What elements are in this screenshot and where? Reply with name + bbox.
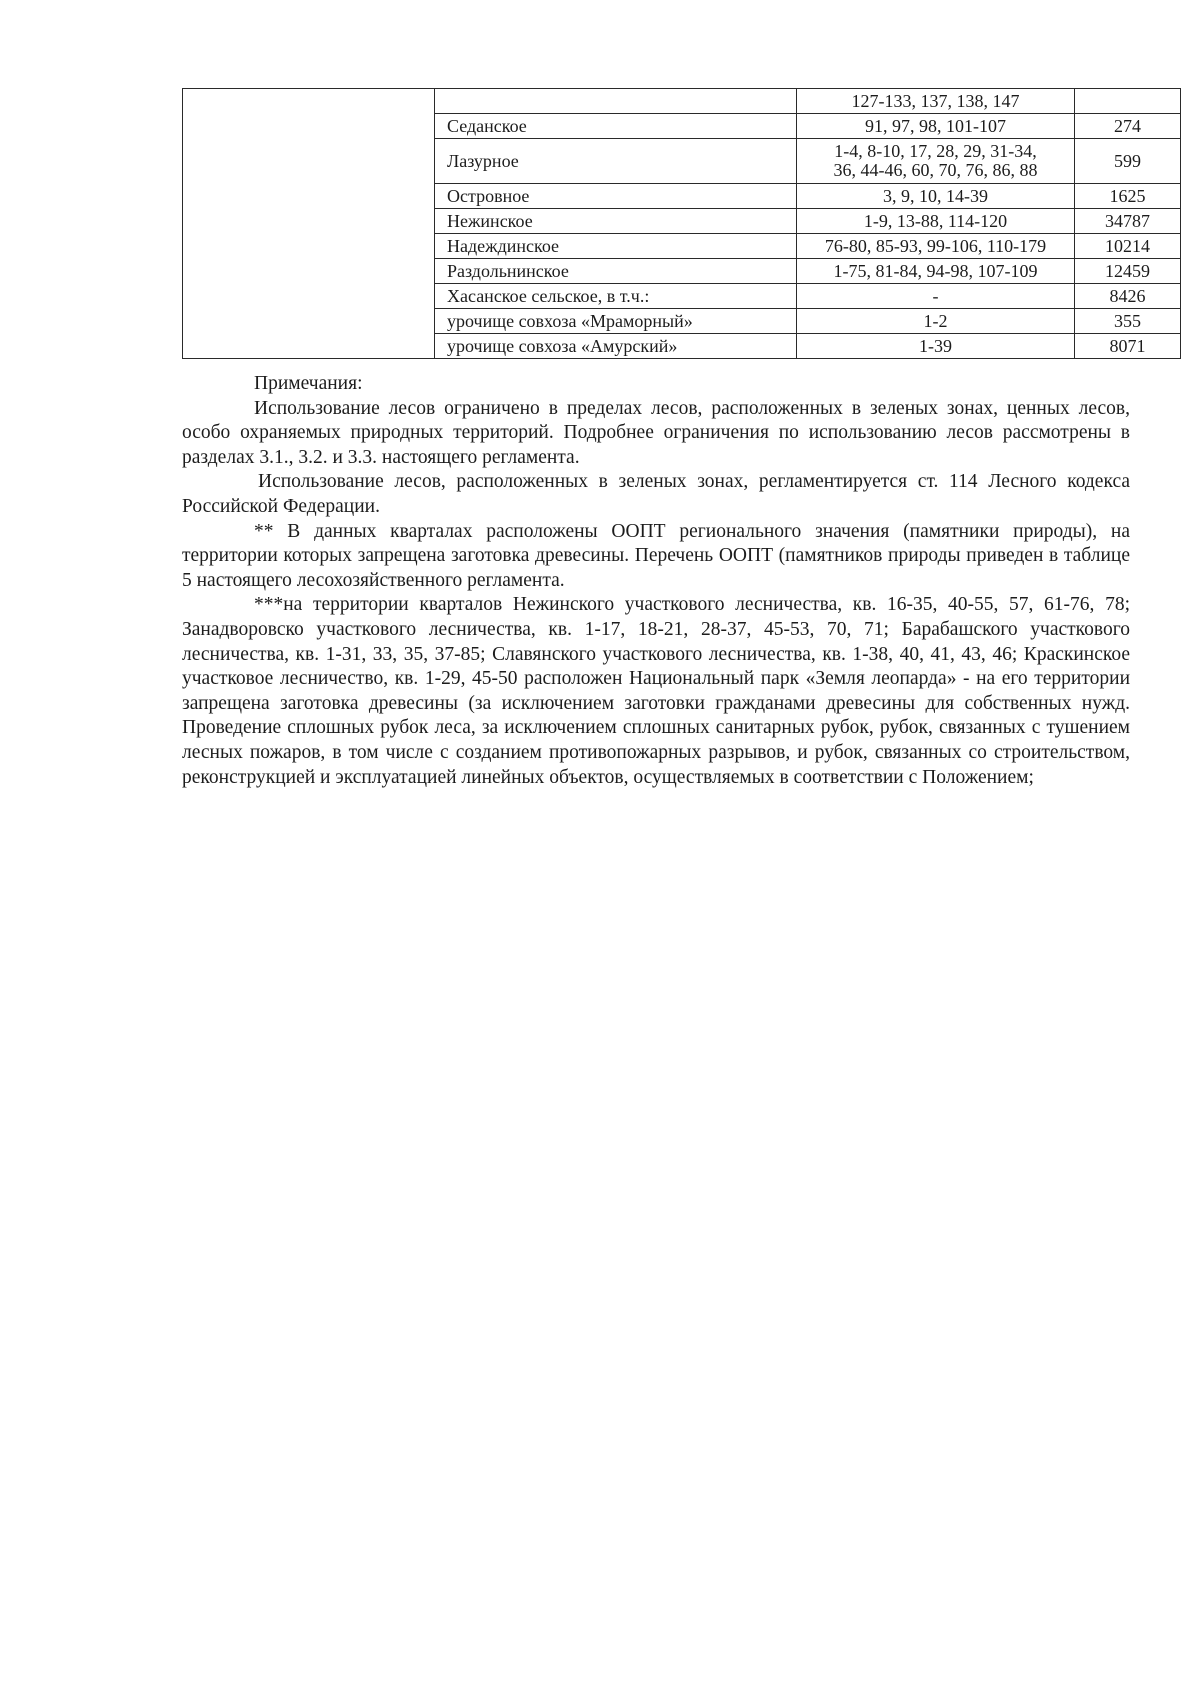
forestry-name: Седанское <box>435 114 797 139</box>
area-value: 355 <box>1075 309 1181 334</box>
forestry-name: Хасанское сельское, в т.ч.: <box>435 284 797 309</box>
quarter-numbers-line: 1-4, 8-10, 17, 28, 29, 31-34, <box>834 141 1037 161</box>
area-value: 34787 <box>1075 209 1181 234</box>
quarter-numbers: 76-80, 85-93, 99-106, 110-179 <box>797 234 1075 259</box>
note-paragraph: ***на территории кварталов Нежинского участкового лесничества, кв. 16-35, 40-55, 57, 61-76, 78; Занадворовско участкового лесничества, кв. 1-17, 18-21, 28-37, 45-53, 70, 71; Барабашского участкового лесничества, кв. 1-31, 33, 35, 37-85; Славянского участкового лесничества, кв. 1-38, 40, 41, 43, 46; Краскинское участковое лесничество, кв. 1-29, 45-50 расположен Национальный парк «Земля леопарда» - на его территории запрещена заготовка древесины (за исключением заготовки гражданами древесины для собственных нужд. Проведение сплошных рубок леса, за исключением сплошных санитарных рубок, рубок, связанных с тушением лесных пожаров, в том числе с созданием противопожарных разрывов, и рубок, связанных со строительством, реконструкцией и эксплуатацией линейных объектов, осуществляемых в соответствии с Положением; <box>182 594 1130 788</box>
area-value: 12459 <box>1075 259 1181 284</box>
quarter-numbers: 3, 9, 10, 14-39 <box>797 184 1075 209</box>
area-value: 599 <box>1075 139 1181 184</box>
area-value <box>1075 89 1181 114</box>
forestry-name: Лазурное <box>435 139 797 184</box>
table-row <box>183 89 1181 114</box>
blank-left-column <box>183 89 435 359</box>
quarter-numbers: 1-2 <box>797 309 1075 334</box>
forestry-name <box>435 89 797 114</box>
quarter-numbers: 91, 97, 98, 101-107 <box>797 114 1075 139</box>
note-paragraph: ** В данных кварталах расположены ООПТ регионального значения (памятники природы), на территории которых запрещена заготовка древесины. Перечень ООПТ (памятников природы приведен в таблице 5 настоящего лесохозяйственного регламента. <box>182 520 1130 591</box>
note-paragraph: Использование лесов ограничено в пределах лесов, расположенных в зеленых зонах, ценных лесов, особо охраняемых природных территорий. Подробнее ограничения по использованию лесов рассмотрены в разделах 3.1., 3.2. и 3.3. настоящего регламента. <box>182 397 1130 468</box>
area-value: 1625 <box>1075 184 1181 209</box>
quarter-numbers-line: 36, 44-46, 60, 70, 76, 86, 88 <box>833 160 1038 180</box>
quarter-numbers: 1-39 <box>797 334 1075 359</box>
notes-section <box>182 372 1130 790</box>
forestry-name: урочище совхоза «Амурский» <box>435 334 797 359</box>
quarter-numbers <box>797 139 1075 184</box>
area-value: 8071 <box>1075 334 1181 359</box>
quarter-numbers: - <box>797 284 1075 309</box>
forestry-name: Раздольнинское <box>435 259 797 284</box>
forestry-name: Надеждинское <box>435 234 797 259</box>
area-value: 274 <box>1075 114 1181 139</box>
area-value: 10214 <box>1075 234 1181 259</box>
forestry-name: Островное <box>435 184 797 209</box>
forestry-name: урочище совхоза «Мраморный» <box>435 309 797 334</box>
area-value: 8426 <box>1075 284 1181 309</box>
quarter-numbers: 1-9, 13-88, 114-120 <box>797 209 1075 234</box>
quarter-numbers: 1-75, 81-84, 94-98, 107-109 <box>797 259 1075 284</box>
quarter-numbers: 127-133, 137, 138, 147 <box>797 89 1075 114</box>
notes-heading: Примечания: <box>254 373 363 394</box>
forestry-name: Нежинское <box>435 209 797 234</box>
note-paragraph: Использование лесов, расположенных в зеленых зонах, регламентируется ст. 114 Лесного кодекса Российской Федерации. <box>182 471 1130 517</box>
forest-areas-table <box>182 88 1181 359</box>
